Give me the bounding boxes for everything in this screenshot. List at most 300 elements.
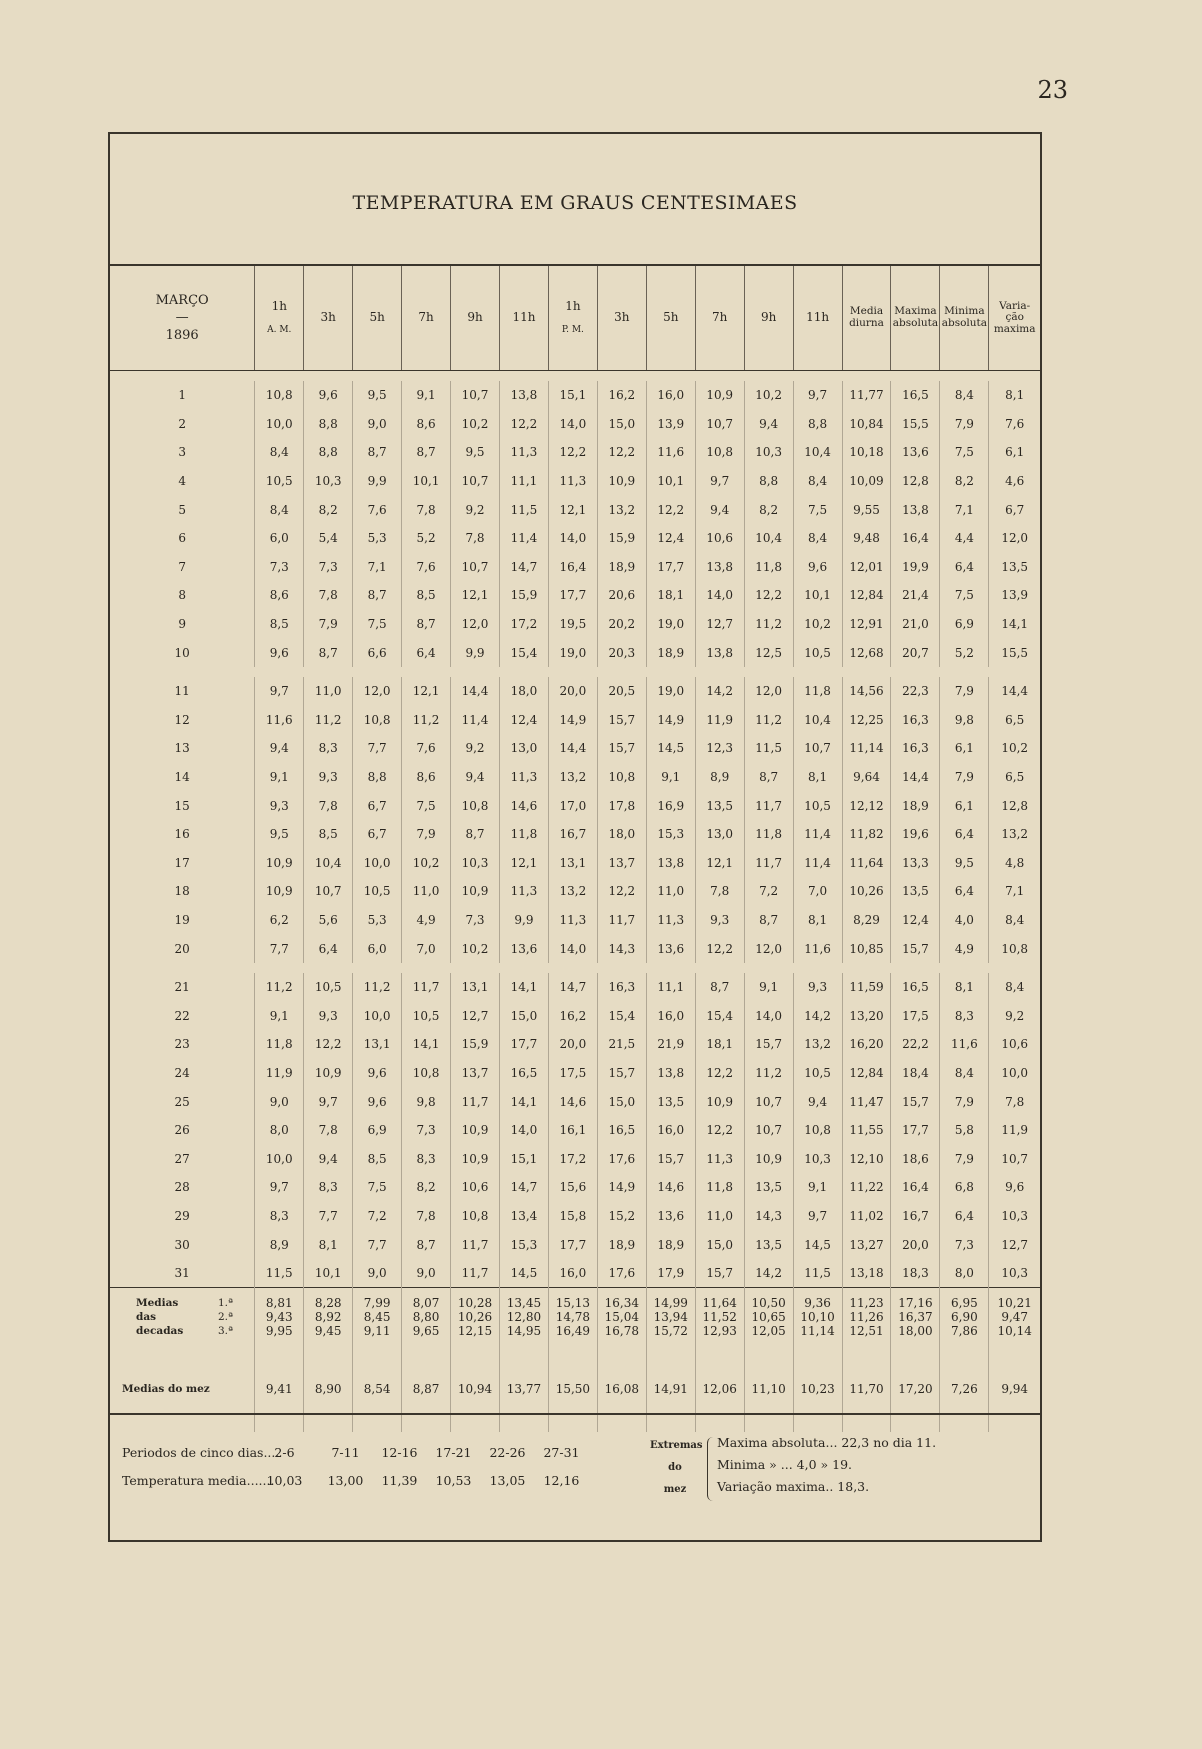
- value-cell: 11,2: [255, 973, 304, 1002]
- value-cell: 8,8: [793, 410, 842, 439]
- decada-value: 8,92: [314, 1310, 342, 1325]
- value-cell: 5,2: [402, 524, 451, 553]
- value-cell: 7,7: [353, 734, 402, 763]
- value-cell: 15,7: [695, 1259, 744, 1288]
- mes-value-cell: 13,77: [499, 1346, 548, 1432]
- decadas-label: [110, 1288, 255, 1347]
- value-cell: 13,8: [695, 553, 744, 582]
- table-row: [110, 820, 1040, 849]
- table-row: [110, 1087, 1040, 1116]
- value-cell: 16,4: [891, 524, 940, 553]
- value-cell: 9,1: [646, 763, 695, 792]
- value-cell: 11,77: [842, 381, 891, 410]
- value-cell: 10,4: [793, 438, 842, 467]
- value-cell: 10,9: [695, 1087, 744, 1116]
- value-cell: 12,7: [695, 610, 744, 639]
- value-cell: 9,0: [402, 1259, 451, 1288]
- value-cell: 11,9: [695, 706, 744, 735]
- decada-value: 16,49: [555, 1324, 591, 1339]
- value-cell: 6,1: [940, 791, 989, 820]
- value-cell: 4,8: [989, 849, 1040, 878]
- value-cell: 9,4: [451, 763, 500, 792]
- day-cell: 29: [174, 1208, 190, 1223]
- temperature-table: [110, 266, 1040, 1432]
- value-cell: 14,2: [744, 1259, 793, 1288]
- value-cell: 7,3: [304, 553, 353, 582]
- value-cell: 15,7: [646, 1144, 695, 1173]
- value-cell: 12,8: [989, 791, 1040, 820]
- day-cell: 16: [174, 827, 190, 842]
- table-row: [110, 906, 1040, 935]
- value-cell: 9,7: [304, 1087, 353, 1116]
- value-cell: 16,2: [597, 381, 646, 410]
- decada-value-cell: [940, 1288, 989, 1347]
- value-cell: 15,7: [744, 1030, 793, 1059]
- table-row: [110, 1001, 1040, 1030]
- value-cell: 8,3: [402, 1144, 451, 1173]
- value-cell: 8,3: [940, 1001, 989, 1030]
- value-cell: 12,0: [744, 677, 793, 706]
- decada-value: 13,45: [506, 1296, 542, 1311]
- decada-value-cell: [646, 1288, 695, 1347]
- value-cell: 17,6: [597, 1144, 646, 1173]
- value-cell: 10,5: [402, 1001, 451, 1030]
- decada-mark: 1.ª: [218, 1297, 234, 1310]
- value-cell: 13,2: [989, 820, 1040, 849]
- value-cell: 10,8: [402, 1059, 451, 1088]
- table-frame: [108, 132, 1042, 1542]
- value-cell: 15,0: [597, 410, 646, 439]
- day-cell: 6: [178, 531, 186, 546]
- value-cell: 10,9: [451, 877, 500, 906]
- value-cell: 7,5: [793, 495, 842, 524]
- day-cell: 18: [174, 884, 190, 899]
- value-cell: 9,1: [744, 973, 793, 1002]
- value-cell: 15,9: [451, 1030, 500, 1059]
- value-cell: 7,3: [940, 1230, 989, 1259]
- value-cell: 10,6: [989, 1030, 1040, 1059]
- value-cell: 12,12: [842, 791, 891, 820]
- value-cell: 16,3: [891, 734, 940, 763]
- value-cell: 13,6: [499, 934, 548, 963]
- hour-header: [597, 266, 646, 371]
- table-row: [110, 734, 1040, 763]
- temp-media-value: 12,16: [543, 1473, 580, 1488]
- value-cell: 13,5: [744, 1173, 793, 1202]
- value-cell: 11,5: [255, 1259, 304, 1288]
- value-cell: 16,7: [891, 1202, 940, 1231]
- decada-value-cell: [891, 1288, 940, 1347]
- value-cell: 5,3: [353, 524, 402, 553]
- value-cell: 10,9: [451, 1144, 500, 1173]
- value-cell: 8,9: [695, 763, 744, 792]
- day-cell: 9: [178, 617, 186, 632]
- value-cell: 12,91: [842, 610, 891, 639]
- value-cell: 11,8: [255, 1030, 304, 1059]
- value-cell: 14,7: [499, 553, 548, 582]
- value-cell: 10,8: [353, 706, 402, 735]
- value-cell: 14,6: [646, 1173, 695, 1202]
- value-cell: 10,3: [304, 467, 353, 496]
- decada-value-cell: [842, 1288, 891, 1347]
- value-cell: 21,5: [597, 1030, 646, 1059]
- value-cell: 11,7: [451, 1259, 500, 1288]
- value-cell: 17,7: [548, 581, 597, 610]
- value-cell: 10,3: [451, 849, 500, 878]
- value-cell: 13,6: [646, 934, 695, 963]
- value-cell: 7,2: [353, 1202, 402, 1231]
- value-cell: 10,8: [451, 1202, 500, 1231]
- value-cell: 15,8: [548, 1202, 597, 1231]
- value-cell: 11,5: [793, 1259, 842, 1288]
- value-cell: 11,8: [499, 820, 548, 849]
- decada-value-cell: [989, 1288, 1040, 1347]
- value-cell: 10,8: [451, 791, 500, 820]
- value-cell: 9,7: [793, 381, 842, 410]
- value-cell: 9,48: [842, 524, 891, 553]
- value-cell: 13,5: [744, 1230, 793, 1259]
- decada-value: 18,00: [898, 1324, 933, 1339]
- year-label: 1896: [165, 327, 199, 343]
- mes-value-cell: 8,54: [353, 1346, 402, 1432]
- day-cell: 22: [174, 1008, 190, 1023]
- value-cell: 14,7: [548, 973, 597, 1002]
- value-cell: 12,2: [304, 1030, 353, 1059]
- value-cell: 14,2: [793, 1001, 842, 1030]
- decada-value-cell: [353, 1288, 402, 1347]
- value-cell: 18,3: [891, 1259, 940, 1288]
- value-cell: 14,1: [499, 973, 548, 1002]
- value-cell: 10,18: [842, 438, 891, 467]
- value-cell: 16,4: [548, 553, 597, 582]
- value-cell: 11,64: [842, 849, 891, 878]
- table-row: [110, 1030, 1040, 1059]
- value-cell: 19,0: [646, 610, 695, 639]
- value-cell: 17,7: [646, 553, 695, 582]
- value-cell: 14,0: [744, 1001, 793, 1030]
- value-cell: 21,4: [891, 581, 940, 610]
- value-cell: 11,0: [304, 677, 353, 706]
- value-cell: 11,3: [499, 438, 548, 467]
- value-cell: 14,9: [597, 1173, 646, 1202]
- day-cell: 12: [174, 712, 190, 727]
- value-cell: 16,7: [548, 820, 597, 849]
- mes-value-cell: 11,10: [744, 1346, 793, 1432]
- decada-value-cell: [304, 1288, 353, 1347]
- decada-value: 13,94: [653, 1310, 688, 1325]
- brace-icon: [707, 1437, 714, 1501]
- value-cell: 10,2: [451, 410, 500, 439]
- value-cell: 13,2: [548, 877, 597, 906]
- pm-label: P. M.: [561, 324, 584, 335]
- decada-value: 8,80: [412, 1310, 440, 1325]
- day-cell: 17: [174, 855, 190, 870]
- stat-header: [989, 266, 1040, 371]
- value-cell: 11,6: [793, 934, 842, 963]
- value-cell: 7,8: [989, 1087, 1040, 1116]
- value-cell: 11,4: [499, 524, 548, 553]
- value-cell: 8,2: [304, 495, 353, 524]
- value-cell: 13,5: [695, 791, 744, 820]
- table-row: [110, 877, 1040, 906]
- value-cell: 10,26: [842, 877, 891, 906]
- decada-value: 9,95: [265, 1324, 293, 1339]
- value-cell: 18,4: [891, 1059, 940, 1088]
- value-cell: 8,6: [255, 581, 304, 610]
- value-cell: 10,3: [744, 438, 793, 467]
- value-cell: 13,3: [891, 849, 940, 878]
- decada-value-cell: [451, 1288, 500, 1347]
- value-cell: 7,3: [451, 906, 500, 935]
- value-cell: 12,3: [695, 734, 744, 763]
- table-row: [110, 706, 1040, 735]
- hour-label: 1h: [271, 299, 287, 314]
- mes-value-cell: 7,26: [940, 1346, 989, 1432]
- decada-value: 6,95: [951, 1296, 978, 1311]
- value-cell: 16,0: [646, 1001, 695, 1030]
- value-cell: 10,7: [695, 410, 744, 439]
- value-cell: 9,6: [989, 1173, 1040, 1202]
- value-cell: 11,3: [548, 467, 597, 496]
- value-cell: 8,7: [695, 973, 744, 1002]
- value-cell: 15,0: [499, 1001, 548, 1030]
- decada-value: 11,26: [849, 1310, 884, 1325]
- table-body: [110, 371, 1040, 1433]
- day-cell: 30: [174, 1237, 190, 1252]
- value-cell: 8,5: [255, 610, 304, 639]
- table-row: [110, 467, 1040, 496]
- decada-value: 10,50: [751, 1296, 786, 1311]
- mes-value-cell: 17,20: [891, 1346, 940, 1432]
- value-cell: 12,1: [402, 677, 451, 706]
- decada-value: 9,36: [804, 1296, 831, 1311]
- value-cell: 11,82: [842, 820, 891, 849]
- value-cell: 10,2: [451, 934, 500, 963]
- stat-header: [891, 266, 940, 371]
- day-cell: 24: [174, 1065, 190, 1080]
- value-cell: 13,20: [842, 1001, 891, 1030]
- extrema-variacao: Variação maxima.. 18,3.: [717, 1479, 870, 1494]
- hour-label: 5h: [663, 310, 679, 325]
- table-row: [110, 553, 1040, 582]
- value-cell: 16,5: [891, 973, 940, 1002]
- value-cell: 5,6: [304, 906, 353, 935]
- value-cell: 6,4: [304, 934, 353, 963]
- stat-label: Varia-ção maxima: [993, 299, 1036, 335]
- value-cell: 10,7: [304, 877, 353, 906]
- value-cell: 15,7: [597, 1059, 646, 1088]
- decada-value: 7,99: [363, 1296, 391, 1311]
- page-number: 23: [1037, 76, 1068, 104]
- value-cell: 9,8: [940, 706, 989, 735]
- value-cell: 13,8: [646, 849, 695, 878]
- mes-value-cell: 14,91: [646, 1346, 695, 1432]
- spacer-row: [110, 667, 1040, 677]
- value-cell: 6,1: [940, 734, 989, 763]
- mes-value-cell: 15,50: [548, 1346, 597, 1432]
- value-cell: 8,1: [940, 973, 989, 1002]
- periodo-value: 2-6: [274, 1445, 295, 1460]
- value-cell: 15,7: [891, 1087, 940, 1116]
- decada-value: 9,47: [1001, 1310, 1029, 1325]
- value-cell: 11,1: [646, 973, 695, 1002]
- value-cell: 7,9: [940, 1087, 989, 1116]
- value-cell: 9,1: [793, 1173, 842, 1202]
- value-cell: 10,9: [744, 1144, 793, 1173]
- mes-value-cell: 10,94: [451, 1346, 500, 1432]
- value-cell: 9,3: [304, 1001, 353, 1030]
- value-cell: 11,0: [646, 877, 695, 906]
- value-cell: 18,1: [695, 1030, 744, 1059]
- value-cell: 12,1: [451, 581, 500, 610]
- hour-label: 7h: [712, 310, 728, 325]
- value-cell: 19,0: [548, 638, 597, 667]
- value-cell: 14,2: [695, 677, 744, 706]
- hour-header: [451, 266, 500, 371]
- value-cell: 12,7: [989, 1230, 1040, 1259]
- value-cell: 12,10: [842, 1144, 891, 1173]
- value-cell: 11,3: [646, 906, 695, 935]
- table-row: [110, 381, 1040, 410]
- table-row: [110, 1230, 1040, 1259]
- table-row: [110, 1144, 1040, 1173]
- value-cell: 10,3: [989, 1259, 1040, 1288]
- value-cell: 14,0: [695, 581, 744, 610]
- decada-value: 9,43: [265, 1310, 293, 1325]
- value-cell: 13,8: [891, 495, 940, 524]
- value-cell: 10,3: [989, 1202, 1040, 1231]
- value-cell: 11,6: [940, 1030, 989, 1059]
- value-cell: 13,0: [499, 734, 548, 763]
- value-cell: 20,5: [597, 677, 646, 706]
- value-cell: 15,5: [891, 410, 940, 439]
- value-cell: 10,1: [304, 1259, 353, 1288]
- decada-value: 12,51: [849, 1324, 884, 1339]
- decada-value: 11,23: [849, 1296, 884, 1311]
- temp-media-value: 13,00: [327, 1473, 364, 1488]
- day-cell: 28: [174, 1180, 190, 1195]
- value-cell: 10,0: [255, 410, 304, 439]
- value-cell: 12,2: [646, 495, 695, 524]
- value-cell: 13,8: [695, 638, 744, 667]
- value-cell: 9,0: [353, 1259, 402, 1288]
- value-cell: 10,9: [597, 467, 646, 496]
- value-cell: 15,1: [499, 1144, 548, 1173]
- value-cell: 14,9: [548, 706, 597, 735]
- value-cell: 11,7: [451, 1230, 500, 1259]
- value-cell: 10,5: [793, 791, 842, 820]
- value-cell: 20,6: [597, 581, 646, 610]
- decada-value: 7,86: [951, 1324, 978, 1339]
- value-cell: 9,5: [940, 849, 989, 878]
- day-cell: 19: [174, 912, 190, 927]
- value-cell: 7,6: [989, 410, 1040, 439]
- decada-value: 8,07: [412, 1296, 440, 1311]
- value-cell: 13,5: [891, 877, 940, 906]
- spacer-row: [110, 371, 1040, 382]
- decada-value: 11,14: [800, 1324, 835, 1339]
- value-cell: 15,3: [499, 1230, 548, 1259]
- table-row: [110, 973, 1040, 1002]
- value-cell: 4,4: [940, 524, 989, 553]
- value-cell: 7,0: [793, 877, 842, 906]
- decada-value: 6,90: [951, 1310, 978, 1325]
- value-cell: 16,9: [646, 791, 695, 820]
- value-cell: 11,9: [989, 1116, 1040, 1145]
- value-cell: 10,4: [744, 524, 793, 553]
- decada-value: 16,37: [898, 1310, 933, 1325]
- value-cell: 12,7: [451, 1001, 500, 1030]
- periodos-label: Periodos de cinco dias....: [122, 1445, 280, 1460]
- decada-value: 8,45: [363, 1310, 391, 1325]
- value-cell: 8,6: [402, 410, 451, 439]
- mes-value-cell: 9,41: [255, 1346, 304, 1432]
- value-cell: 13,6: [891, 438, 940, 467]
- value-cell: 13,7: [451, 1059, 500, 1088]
- value-cell: 9,0: [255, 1087, 304, 1116]
- value-cell: 4,0: [940, 906, 989, 935]
- extremas-label-line: Extremas: [650, 1440, 703, 1451]
- value-cell: 9,2: [451, 495, 500, 524]
- value-cell: 8,6: [402, 763, 451, 792]
- value-cell: 16,0: [646, 1116, 695, 1145]
- decada-value: 8,28: [314, 1296, 342, 1311]
- value-cell: 20,0: [548, 677, 597, 706]
- value-cell: 14,1: [402, 1030, 451, 1059]
- value-cell: 16,5: [499, 1059, 548, 1088]
- stat-header: [940, 266, 989, 371]
- value-cell: 7,5: [940, 581, 989, 610]
- value-cell: 7,0: [402, 934, 451, 963]
- value-cell: 9,2: [989, 1001, 1040, 1030]
- value-cell: 12,2: [499, 410, 548, 439]
- decada-value: 9,45: [314, 1324, 342, 1339]
- day-cell: 21: [174, 980, 190, 995]
- value-cell: 10,0: [989, 1059, 1040, 1088]
- extrema-minima: Minima » ... 4,0 » 19.: [717, 1457, 852, 1472]
- hour-label: 3h: [320, 310, 336, 325]
- periodo-value: 27-31: [543, 1445, 580, 1460]
- value-cell: 18,0: [597, 820, 646, 849]
- value-cell: 9,0: [353, 410, 402, 439]
- value-cell: 10,5: [793, 1059, 842, 1088]
- value-cell: 19,5: [548, 610, 597, 639]
- value-cell: 4,9: [402, 906, 451, 935]
- value-cell: 9,6: [793, 553, 842, 582]
- value-cell: 14,4: [891, 763, 940, 792]
- value-cell: 13,2: [793, 1030, 842, 1059]
- value-cell: 12,4: [891, 906, 940, 935]
- value-cell: 10,3: [793, 1144, 842, 1173]
- value-cell: 8,5: [304, 820, 353, 849]
- value-cell: 11,1: [499, 467, 548, 496]
- month-name: MARÇO: [155, 292, 209, 308]
- value-cell: 11,0: [695, 1202, 744, 1231]
- value-cell: 8,1: [989, 381, 1040, 410]
- value-cell: 13,1: [353, 1030, 402, 1059]
- value-cell: 9,1: [255, 763, 304, 792]
- mes-value-cell: 8,90: [304, 1346, 353, 1432]
- value-cell: 7,9: [940, 677, 989, 706]
- hour-header: [304, 266, 353, 371]
- value-cell: 9,9: [451, 638, 500, 667]
- day-cell: 13: [174, 741, 190, 756]
- value-cell: 10,9: [255, 849, 304, 878]
- value-cell: 13,1: [548, 849, 597, 878]
- hour-label: 11h: [512, 310, 536, 325]
- value-cell: 7,8: [304, 1116, 353, 1145]
- value-cell: 10,8: [695, 438, 744, 467]
